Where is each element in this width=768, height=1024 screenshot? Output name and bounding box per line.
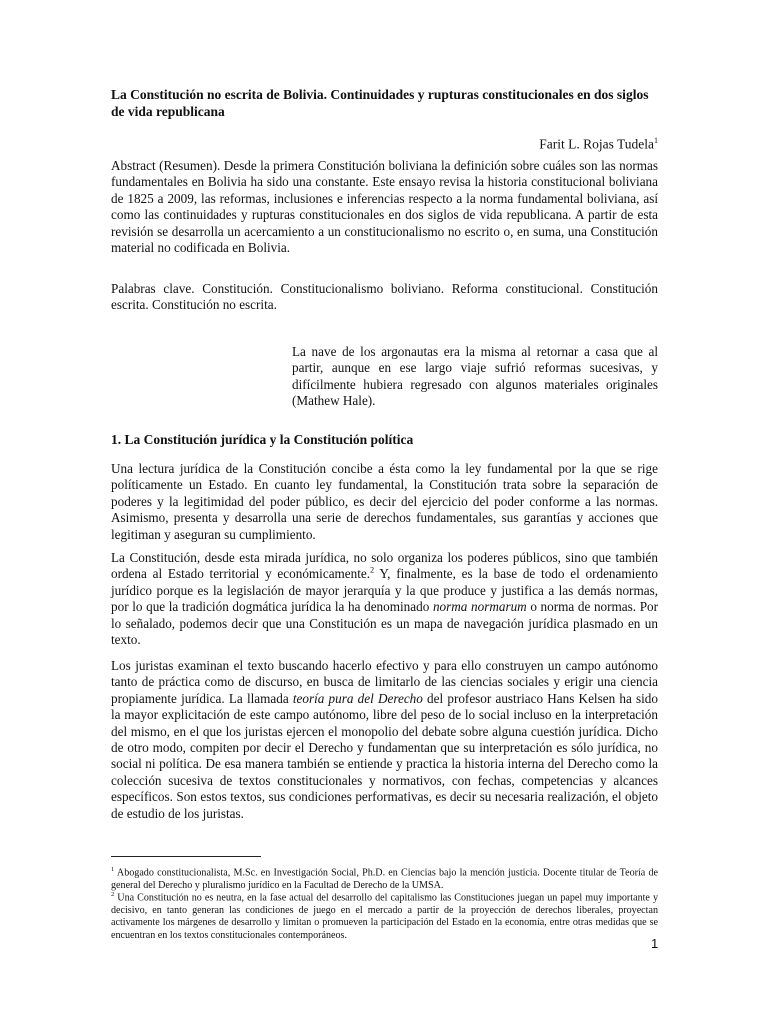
- abstract-paragraph: Abstract (Resumen). Desde la primera Constitución boliviana la definición sobre cuáles son las normas fundamentales en Bolivia ha sido una constante. Este ensayo revisa la historia constitucional boliviana de 1825 a 2009, las reformas, inclusiones e inferencias respecto a la norma fundamental boliviana, así como las continuidades y rupturas constitucionales en dos siglos de vida republicana. A partir de esta revisión se desarrolla un acercamiento a un constitucionalismo no escrito o, en suma, una Constitución material no codificada en Bolivia.: [111, 158, 658, 256]
- body-paragraph-3: [111, 658, 658, 822]
- para2-text-b: Y, finalmente, es la base de todo el ordenamiento jurídico porque es la legislación de mayor jerarquía y la que produce y justifica a las demás normas, por lo que la tradición dogmática jurídica la ha denominado: [111, 566, 659, 615]
- para2-text-c: o norma de normas. Por lo señalado, podemos decir que una Constitución es un mapa de navegación jurídica plasmado en un texto.: [111, 599, 659, 648]
- para3-text-b: del profesor austriaco Hans Kelsen ha sido la mayor explicitación de este campo autónomo, libre del peso de lo social incluso en la interpretación del mismo, en el que los juristas ejercen el monopolio del debate sobre alguna cuestión jurídica. Dicho de otro modo, compiten por decir el Derecho y fundamentan que su interpretación es sólo jurídica, no social ni política. De esa manera también se entiende y practica la historia interna del Derecho como la colección sucesiva de textos constitucionales y normativos, con fechas, competencias y alcances específicos. Son estos textos, sus condiciones performativas, es decir su necesaria realización, el objeto de estudio de los juristas.: [111, 690, 658, 821]
- footnote-1-text: Abogado constitucionalista, M.Sc. en Investigación Social, Ph.D. en Ciencias bajo la mención justicia. Docente titular de Teoría de general del Derecho y pluralismo jurídico en la Facultad de Derecho de la UMSA.: [111, 867, 658, 891]
- para3-emphasis: teoría pura del Derecho: [292, 690, 423, 706]
- author-line: [539, 132, 658, 153]
- author-name: Farit L. Rojas Tudela: [539, 136, 654, 152]
- footnote-ref-2: 2: [370, 566, 375, 576]
- footnote-1-mark: 1: [111, 866, 115, 873]
- keywords-paragraph: Palabras clave. Constitución. Constitucionalismo boliviano. Reforma constitucional. Constitución escrita. Constitución no escrita.: [111, 281, 658, 313]
- footnote-1: [111, 864, 658, 892]
- body-paragraph-1: Una lectura jurídica de la Constitución concibe a ésta como la ley fundamental por la que se rige políticamente un Estado. En cuanto ley fundamental, la Constitución trata sobre la separación de poderes y la legitimidad del poder público, es decir del ejercicio del poder conforme a las normas. Asimismo, presenta y desarrolla una serie de derechos fundamentales, sus garantías y acciones que legitiman y aseguran su cumplimiento.: [111, 461, 658, 542]
- epigraph-quote: La nave de los argonautas era la misma al retornar a casa que al partir, aunque en ese largo viaje sufrió reformas sucesivas, y difícilmente hubiera regresado con algunos materiales originales (Mathew Hale).: [292, 344, 658, 409]
- para2-emphasis: norma normarum: [432, 599, 527, 615]
- footnote-2-text: Una Constitución no es neutra, en la fase actual del desarrollo del capitalismo las Constituciones juegan un papel muy importante y decisivo, en tanto generan las condiciones de juego en el mercado a partir de la proyección de derechos liberales, proyectan activamente los márgenes de desarrollo y limitan o promueven la participación del Estado en la economía, entre otras medidas que se encuentran en los textos constitucionales contemporáneos.: [111, 892, 658, 941]
- body-paragraph-2: [111, 550, 658, 648]
- document-title: La Constitución no escrita de Bolivia. Continuidades y rupturas constitucionales en dos siglos de vida republicana: [111, 87, 649, 119]
- para3-text-a: Los juristas examinan el texto buscando hacerlo efectivo y para ello construyen un campo autónomo tanto de práctica como de discurso, en busca de limitarlo de las ciencias sociales y erigir una ciencia propiamente jurídica. La llamada: [111, 658, 658, 706]
- para2-text-a: La Constitución, desde esta mirada jurídica, no solo organiza los poderes públicos, sino que también ordena al Estado territorial y económicamente.: [111, 550, 658, 582]
- author-footnote-mark: 1: [654, 136, 658, 145]
- footnote-2-mark: 2: [111, 891, 115, 898]
- page-number: 1: [651, 936, 659, 951]
- section-heading: 1. La Constitución jurídica y la Constitución política: [111, 432, 414, 447]
- footnote-2: [111, 889, 658, 942]
- footnote-divider: [111, 856, 261, 857]
